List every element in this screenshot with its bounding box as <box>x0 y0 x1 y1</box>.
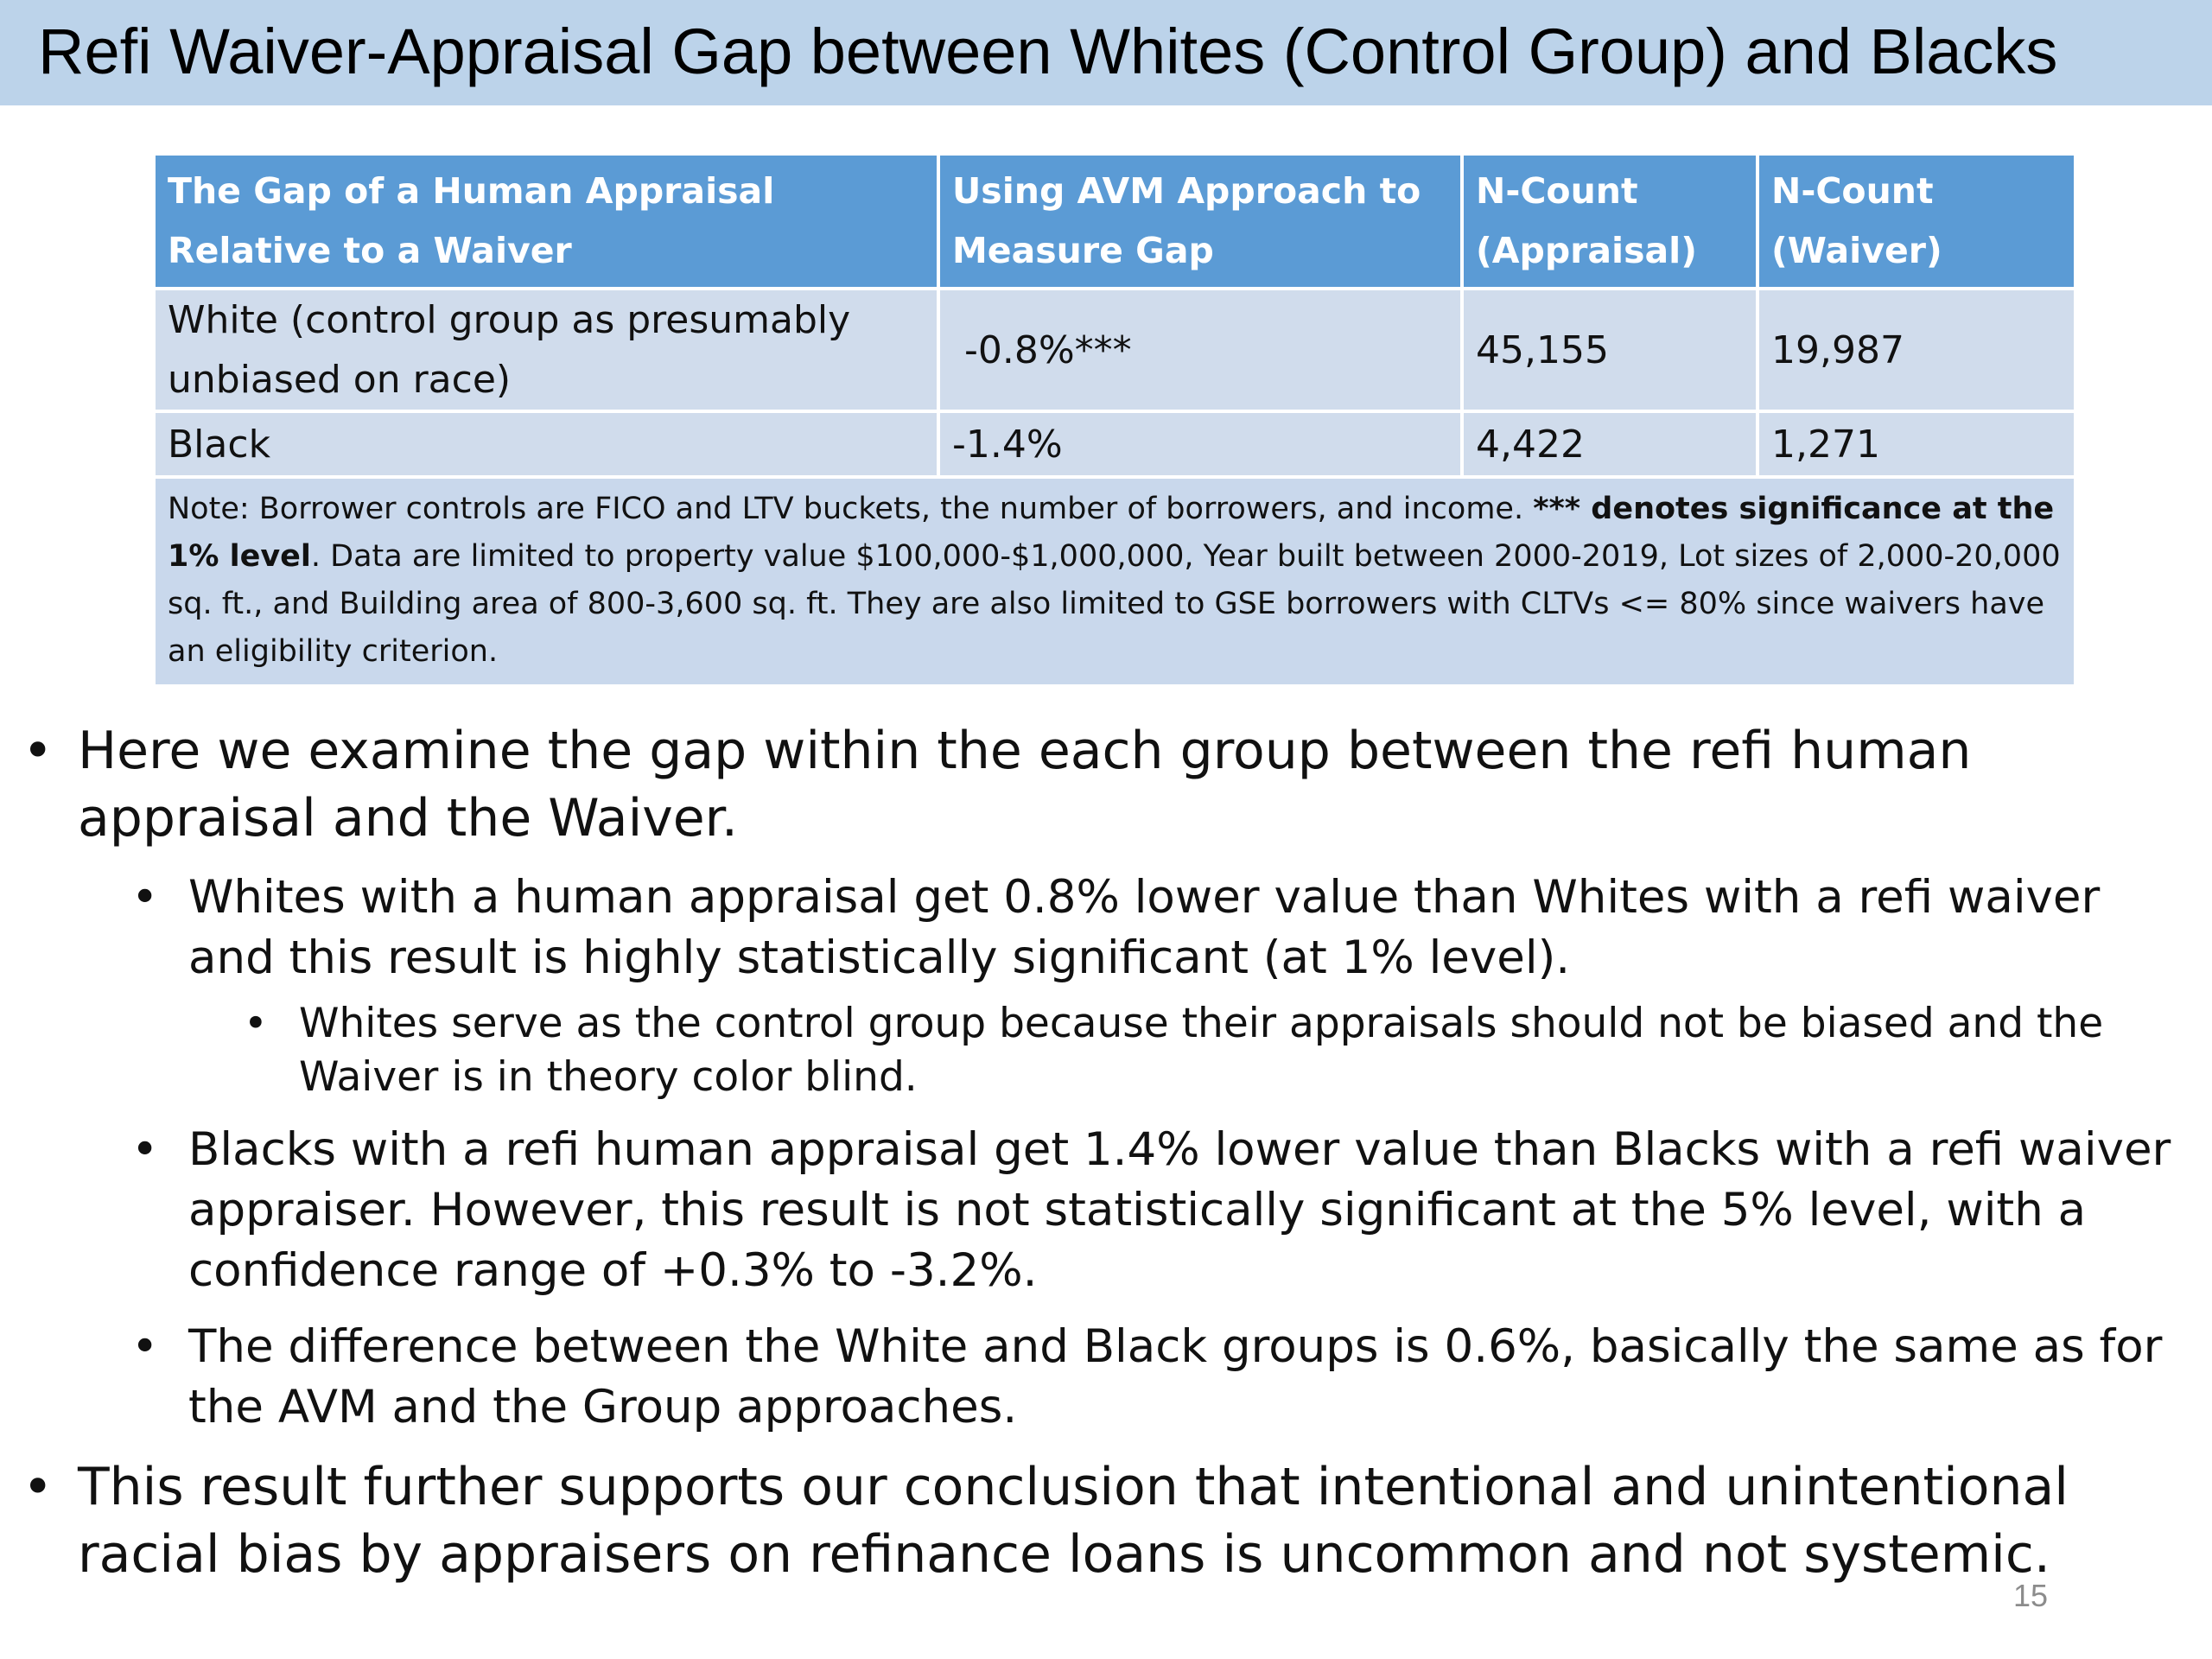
note-text-rest: . Data are limited to property value $100,000-$1,000,000, Year built between 2000-2019, Lot sizes of 2,000-20,000 sq. ft., and Building area of 800-3,600 sq. ft. They are also limited to GSE borrowers with CLTVs <= 80% since waivers have an eligibility criterion. <box>168 539 2061 669</box>
note-text-start: Note: Borrower controls are FICO and LTV buckets, the number of borrowers, and income. <box>168 492 1534 526</box>
bullet-item: • This result further supports our conclusion that intentional and unintentional racial bias by appraisers on refinance loans is uncommon and not systemic. <box>0 1453 2212 1588</box>
bullet-list <box>0 717 2212 1588</box>
table-row <box>154 411 2075 477</box>
gap-value-white: -0.8%*** <box>938 289 1462 411</box>
sub-bullet-item: • The difference between the White and Black groups is 0.6%, basically the same as for the AVM and the Group approaches. <box>0 1317 2177 1438</box>
sub-bullet-item: • Blacks with a refi human appraisal get 1.4% lower value than Blacks with a refi waiver appraiser. However, this result is not statistically significant at the 5% level, with a confidence range of +0.3% to -3.2%. <box>0 1120 2177 1301</box>
header-gap: The Gap of a Human Appraisal Relative to a Waiver <box>154 154 938 289</box>
gap-value-black: -1.4% <box>938 411 1462 477</box>
n-waiver-black: 1,271 <box>1758 411 2075 477</box>
table-note <box>154 477 2075 686</box>
sub-bullet-item <box>0 868 2177 1104</box>
header-n-count-appraisal: N-Count (Appraisal) <box>1462 154 1758 289</box>
results-table <box>152 152 2077 688</box>
sub-sub-bullet-list <box>188 997 2177 1104</box>
page-number: 15 <box>2013 1578 2049 1613</box>
header-avm-approach: Using AVM Approach to Measure Gap <box>938 154 1462 289</box>
table-row <box>154 289 2075 411</box>
n-waiver-white: 19,987 <box>1758 289 2075 411</box>
sub-sub-bullet-item: • Whites serve as the control group because their appraisals should not be biased and the Waiver is in theory color blind. <box>0 997 2177 1104</box>
sub-bullet-text: Whites with a human appraisal get 0.8% lower value than Whites with a refi waiver and this result is highly statistically significant (at 1% level). <box>188 871 2101 984</box>
n-appraisal-black: 4,422 <box>1462 411 1758 477</box>
row-label-white: White (control group as presumably unbiased on race) <box>154 289 938 411</box>
sub-bullet-list <box>78 868 2177 1438</box>
note-significance-bold: *** denotes significance at the 1% level <box>168 492 2055 574</box>
table-header-row <box>154 154 2075 289</box>
n-appraisal-white: 45,155 <box>1462 289 1758 411</box>
bullet-item <box>0 717 2212 1438</box>
title-bar <box>0 0 2212 105</box>
bullet-text: Here we examine the gap within the each group between the refi human appraisal and the Waiver. <box>78 721 1972 849</box>
row-label-black: Black <box>154 411 938 477</box>
table-note-row <box>154 477 2075 686</box>
bullet-content <box>0 717 2212 1602</box>
slide-title: Refi Waiver-Appraisal Gap between Whites (Control Group) and Blacks <box>38 16 2058 87</box>
header-n-count-waiver: N-Count (Waiver) <box>1758 154 2075 289</box>
